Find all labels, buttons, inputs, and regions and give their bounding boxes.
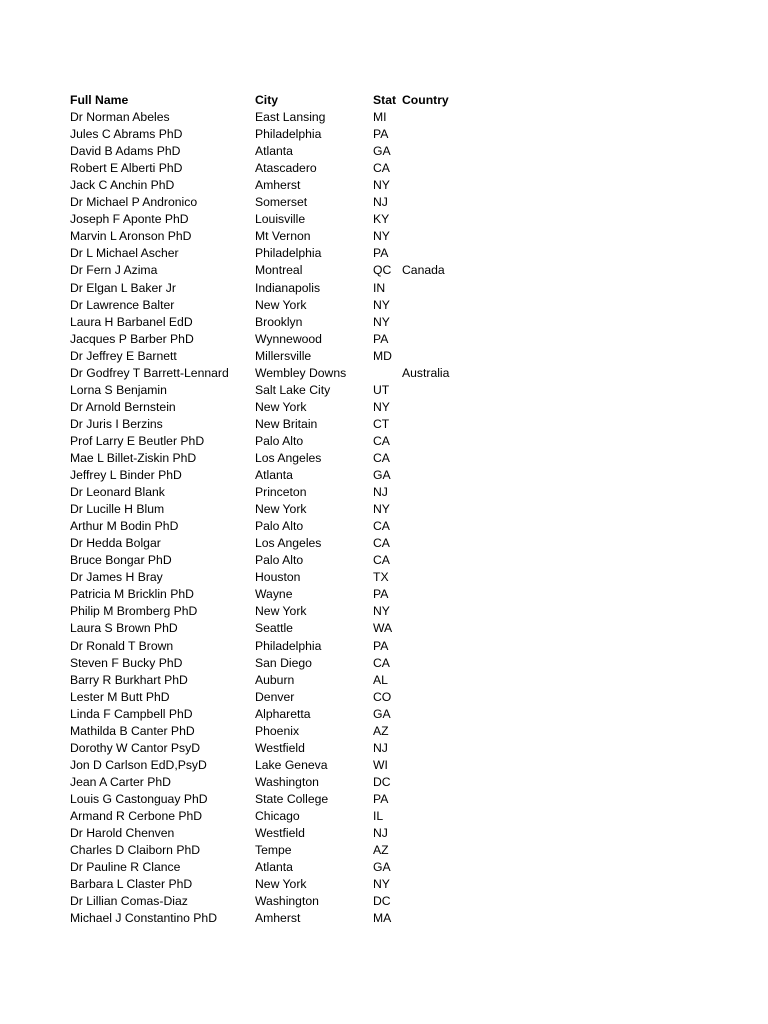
cell-full-name: Marvin L Aronson PhD (70, 229, 192, 244)
cell-state: PA (373, 127, 389, 142)
cell-full-name: Jean A Carter PhD (70, 774, 171, 789)
cell-full-name: Dr Arnold Bernstein (70, 399, 176, 414)
cell-city: Phoenix (255, 723, 300, 738)
cell-city: Palo Alto (255, 519, 304, 534)
cell-state: GA (373, 706, 391, 721)
cell-city: Westfield (255, 740, 305, 755)
cell-city: New York (255, 877, 307, 892)
cell-state: MD (373, 348, 392, 363)
cell-state: GA (373, 860, 391, 875)
cell-city: Philadelphia (255, 638, 322, 653)
cell-city: East Lansing (255, 110, 326, 125)
column-header-country: Country (402, 93, 449, 107)
cell-city: Somerset (255, 195, 308, 210)
cell-city: Philadelphia (255, 246, 322, 261)
cell-state: AL (373, 672, 388, 687)
cell-state: NY (373, 399, 390, 414)
cell-full-name: Dr Pauline R Clance (70, 860, 181, 875)
cell-city: New Britain (255, 416, 318, 431)
cell-full-name: Louis G Castonguay PhD (70, 791, 208, 806)
cell-city: Tempe (255, 843, 292, 858)
cell-full-name: Laura S Brown PhD (70, 621, 178, 636)
cell-state: UT (373, 382, 390, 397)
cell-state: PA (373, 331, 389, 346)
cell-city: Louisville (255, 212, 306, 227)
cell-state: MI (373, 110, 387, 125)
cell-state: IN (373, 280, 386, 295)
cell-full-name: Barbara L Claster PhD (70, 877, 193, 892)
cell-country: Australia (402, 365, 450, 380)
cell-full-name: Dr Leonard Blank (70, 485, 165, 500)
cell-state: CA (373, 450, 390, 465)
cell-city: Atlanta (255, 144, 293, 159)
cell-full-name: Dr Michael P Andronico (70, 195, 198, 210)
cell-city: Los Angeles (255, 450, 322, 465)
cell-full-name: Dr Ronald T Brown (70, 638, 174, 653)
cell-state: PA (373, 638, 389, 653)
cell-state: GA (373, 144, 391, 159)
cell-full-name: Joseph F Aponte PhD (70, 212, 189, 227)
cell-state: CA (373, 519, 390, 534)
cell-state: AZ (373, 843, 389, 858)
cell-full-name: Prof Larry E Beutler PhD (70, 433, 205, 448)
cell-state: WA (373, 621, 393, 636)
cell-state: CT (373, 416, 390, 431)
cell-state: NJ (373, 195, 388, 210)
cell-city: Atlanta (255, 860, 293, 875)
cell-city: Salt Lake City (255, 382, 331, 397)
cell-city: Amherst (255, 911, 301, 926)
cell-state: CA (373, 536, 390, 551)
column-header-full-name: Full Name (70, 93, 129, 107)
cell-full-name: Steven F Bucky PhD (70, 655, 183, 670)
cell-full-name: Patricia M Bricklin PhD (70, 587, 194, 602)
cell-state: PA (373, 791, 389, 806)
cell-city: Princeton (255, 485, 307, 500)
cell-full-name: Michael J Constantino PhD (70, 911, 217, 926)
cell-state: NY (373, 229, 390, 244)
cell-full-name: Mae L Billet-Ziskin PhD (70, 450, 197, 465)
cell-city: Montreal (255, 263, 303, 278)
cell-city: Millersville (255, 348, 312, 363)
cell-city: Palo Alto (255, 433, 304, 448)
cell-state: CA (373, 655, 390, 670)
cell-state: DC (373, 774, 391, 789)
cell-full-name: Mathilda B Canter PhD (70, 723, 195, 738)
cell-city: Atascadero (255, 161, 317, 176)
cell-full-name: Linda F Campbell PhD (70, 706, 193, 721)
cell-city: Brooklyn (255, 314, 303, 329)
cell-state: AZ (373, 723, 389, 738)
column-header-city: City (255, 93, 279, 107)
cell-full-name: Dr Lawrence Balter (70, 297, 175, 312)
cell-full-name: Charles D Claiborn PhD (70, 843, 201, 858)
cell-state: CO (373, 689, 392, 704)
cell-full-name: Barry R Burkhart PhD (70, 672, 188, 687)
column-header-state: Stat (373, 93, 397, 107)
cell-full-name: Dr Norman Abeles (70, 110, 170, 125)
cell-city: Alpharetta (255, 706, 311, 721)
cell-city: Wynnewood (255, 331, 322, 346)
cell-full-name: Dorothy W Cantor PsyD (70, 740, 201, 755)
cell-full-name: Dr L Michael Ascher (70, 246, 179, 261)
cell-full-name: Dr Hedda Bolgar (70, 536, 161, 551)
cell-full-name: Lorna S Benjamin (70, 382, 167, 397)
cell-state: NJ (373, 485, 388, 500)
cell-state: CA (373, 161, 390, 176)
cell-state: NY (373, 877, 390, 892)
cell-state: NY (373, 297, 390, 312)
cell-full-name: Jeffrey L Binder PhD (70, 468, 182, 483)
cell-full-name: Dr Lucille H Blum (70, 502, 165, 517)
cell-state: GA (373, 468, 391, 483)
cell-state: CA (373, 433, 390, 448)
cell-state: PA (373, 246, 389, 261)
cell-state: KY (373, 212, 390, 227)
cell-city: Palo Alto (255, 553, 304, 568)
cell-city: Wayne (255, 587, 293, 602)
cell-city: Lake Geneva (255, 757, 328, 772)
cell-state: NY (373, 502, 390, 517)
cell-city: Seattle (255, 621, 293, 636)
cell-city: Washington (255, 894, 319, 909)
cell-city: New York (255, 399, 307, 414)
cell-full-name: Jules C Abrams PhD (70, 127, 183, 142)
cell-state: NY (373, 178, 390, 193)
cell-state: MA (373, 911, 392, 926)
cell-full-name: Jon D Carlson EdD,PsyD (70, 757, 207, 772)
cell-city: Chicago (255, 808, 300, 823)
cell-full-name: Dr Elgan L Baker Jr (70, 280, 176, 295)
cell-city: Houston (255, 570, 301, 585)
cell-city: New York (255, 502, 307, 517)
cell-full-name: Dr Jeffrey E Barnett (70, 348, 177, 363)
cell-full-name: Jacques P Barber PhD (70, 331, 194, 346)
cell-state: DC (373, 894, 391, 909)
cell-full-name: Laura H Barbanel EdD (70, 314, 193, 329)
cell-full-name: Arthur M Bodin PhD (70, 519, 179, 534)
cell-full-name: Dr Harold Chenven (70, 826, 175, 841)
cell-state: NY (373, 314, 390, 329)
cell-city: Wembley Downs (255, 365, 347, 380)
cell-city: Philadelphia (255, 127, 322, 142)
cell-city: Denver (255, 689, 295, 704)
cell-city: State College (255, 791, 329, 806)
cell-state: TX (373, 570, 389, 585)
cell-state: QC (373, 263, 392, 278)
cell-full-name: Armand R Cerbone PhD (70, 808, 203, 823)
cell-full-name: Philip M Bromberg PhD (70, 604, 198, 619)
cell-state: CA (373, 553, 390, 568)
cell-city: Atlanta (255, 468, 293, 483)
cell-full-name: Robert E Alberti PhD (70, 161, 183, 176)
cell-state: PA (373, 587, 389, 602)
cell-full-name: Dr Fern J Azima (70, 263, 158, 278)
cell-city: New York (255, 604, 307, 619)
cell-state: NY (373, 604, 390, 619)
cell-full-name: Dr James H Bray (70, 570, 163, 585)
cell-city: Washington (255, 774, 319, 789)
cell-country: Canada (402, 263, 445, 278)
cell-state: WI (373, 757, 388, 772)
cell-state: NJ (373, 740, 388, 755)
cell-full-name: Jack C Anchin PhD (70, 178, 175, 193)
cell-state: NJ (373, 826, 388, 841)
cell-full-name: Dr Juris I Berzins (70, 416, 163, 431)
cell-full-name: Dr Lillian Comas-Diaz (70, 894, 188, 909)
cell-city: Mt Vernon (255, 229, 311, 244)
cell-full-name: Bruce Bongar PhD (70, 553, 172, 568)
cell-city: New York (255, 297, 307, 312)
cell-full-name: David B Adams PhD (70, 144, 181, 159)
cell-state: IL (373, 808, 384, 823)
cell-city: Los Angeles (255, 536, 322, 551)
cell-city: Westfield (255, 826, 305, 841)
cell-city: Indianapolis (255, 280, 321, 295)
cell-city: Auburn (255, 672, 295, 687)
cell-full-name: Dr Godfrey T Barrett-Lennard (70, 365, 229, 380)
cell-city: Amherst (255, 178, 301, 193)
cell-city: San Diego (255, 655, 312, 670)
cell-full-name: Lester M Butt PhD (70, 689, 170, 704)
